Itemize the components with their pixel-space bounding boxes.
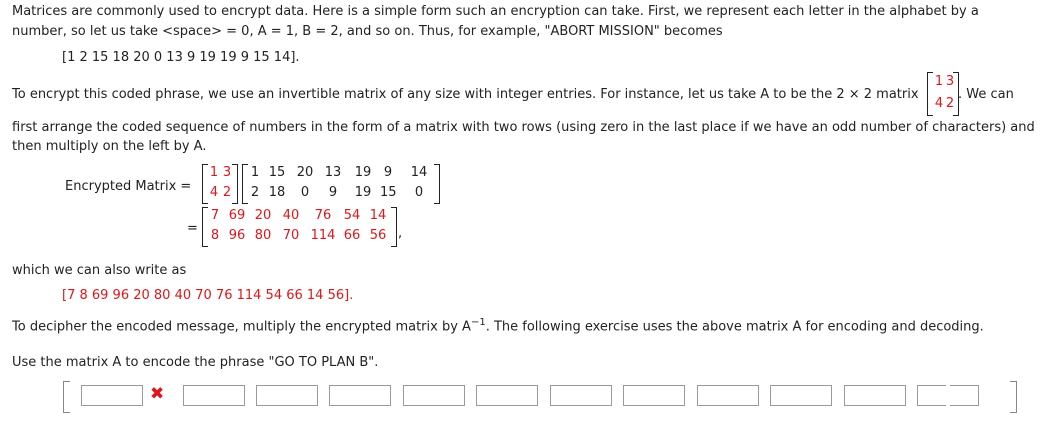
- matrix-result-cell: 54: [343, 208, 361, 223]
- matrix-a-cell: 4: [209, 185, 219, 200]
- answer-input-6[interactable]: [476, 385, 538, 406]
- answer-input-9[interactable]: [697, 385, 759, 406]
- inverse-superscript: −1: [470, 317, 486, 328]
- answer-input-5[interactable]: [403, 385, 465, 406]
- para2-before: To encrypt this coded phrase, we use an invertible matrix of any size with integer entries. For instance, let us take A to be the 2 × 2 matrix: [12, 87, 919, 102]
- matrix-m-cell: 0: [414, 185, 424, 200]
- decipher-text: [12, 317, 984, 334]
- matrix-a-cell: 1: [934, 74, 944, 89]
- matrix-result-cell: 80: [254, 228, 272, 243]
- answer-input-7[interactable]: [550, 385, 612, 406]
- matrix-m-cell: 15: [268, 165, 286, 180]
- matrix-a-cell: 3: [222, 165, 232, 180]
- para2-line-2: first arrange the coded sequence of numbers in the form of a matrix with two rows (using zero in the last place if we have an odd number of characters) and: [12, 120, 1035, 135]
- intro-line-2: number, so let us take <space> = 0, A = 1, B = 2, and so on. Thus, for example, "ABORT MISSION" becomes: [12, 24, 723, 39]
- answer-input-8[interactable]: [623, 385, 685, 406]
- answer-input-4[interactable]: [329, 385, 391, 406]
- matrix-m-cell: 20: [296, 165, 314, 180]
- matrix-result-cell: 66: [343, 228, 361, 243]
- matrix-a-cell: 2: [222, 185, 232, 200]
- decipher-rest: . The following exercise uses the above matrix A for encoding and decoding.: [485, 319, 984, 335]
- matrix-m: [242, 164, 440, 204]
- matrix-result-cell: 70: [282, 228, 300, 243]
- matrix-a: [202, 164, 238, 204]
- matrix-m-cell: 0: [300, 185, 310, 200]
- matrix-a-cell: 2: [945, 96, 955, 111]
- matrix-m-cell: 9: [328, 185, 338, 200]
- intro-line-1: Matrices are commonly used to encrypt data. Here is a simple form such an encryption can take. First, we represent each letter in the alphabet by a: [12, 4, 979, 19]
- matrix-m-cell: 19: [354, 165, 372, 180]
- matrix-m-cell: 19: [354, 185, 372, 200]
- answer-input-13[interactable]: [946, 385, 950, 406]
- matrix-result-cell: 69: [228, 208, 246, 223]
- also-write-text: which we can also write as: [12, 263, 187, 278]
- matrix-a-inline: [927, 72, 959, 116]
- matrix-m-cell: 14: [410, 165, 428, 180]
- answer-right-bracket: [1010, 381, 1017, 413]
- matrix-a-cell: 4: [934, 96, 944, 111]
- answer-input-1[interactable]: [81, 385, 143, 406]
- matrix-m-cell: 1: [250, 165, 260, 180]
- matrix-m-cell: 2: [250, 185, 260, 200]
- matrix-result-cell: 7: [210, 208, 220, 223]
- matrix-result-cell: 56: [369, 228, 387, 243]
- matrix-result-cell: 8: [210, 228, 220, 243]
- answer-input-11[interactable]: [844, 385, 906, 406]
- matrix-result-cell: 40: [282, 208, 300, 223]
- answer-input-3[interactable]: [256, 385, 318, 406]
- matrix-a-cell: 3: [945, 74, 955, 89]
- encrypted-matrix-label: Encrypted Matrix =: [65, 179, 192, 194]
- trailing-comma: ,: [398, 226, 403, 241]
- answer-input-2[interactable]: [183, 385, 245, 406]
- matrix-m-cell: 15: [380, 185, 397, 200]
- matrix-result-cell: 14: [369, 208, 387, 223]
- matrix-m-cell: 18: [268, 185, 286, 200]
- para2-after: . We can: [958, 87, 1014, 102]
- matrix-a-cell: 1: [209, 165, 219, 180]
- matrix-result-cell: 76: [314, 208, 332, 223]
- answer-input-10[interactable]: [770, 385, 832, 406]
- task-text: Use the matrix A to encode the phrase "GO TO PLAN B".: [12, 355, 379, 370]
- matrix-m-cell: 9: [383, 165, 393, 180]
- decipher-main: To decipher the encoded message, multiply the encrypted matrix by A: [12, 319, 471, 335]
- matrix-m-cell: 13: [324, 165, 342, 180]
- matrix-result: [202, 207, 397, 247]
- matrix-result-cell: 114: [310, 228, 336, 243]
- encoded-sequence: [7 8 69 96 20 80 40 70 76 114 54 66 14 56].: [62, 288, 354, 303]
- matrix-result-cell: 20: [254, 208, 272, 223]
- para2-line-3: then multiply on the left by A.: [12, 139, 207, 154]
- coded-sequence: [1 2 15 18 20 0 13 9 19 19 9 15 14].: [62, 50, 300, 65]
- cross-icon: ✖: [150, 384, 165, 404]
- matrix-result-cell: 96: [228, 228, 246, 243]
- answer-left-bracket: [63, 381, 70, 413]
- equals-sign: =: [187, 221, 198, 236]
